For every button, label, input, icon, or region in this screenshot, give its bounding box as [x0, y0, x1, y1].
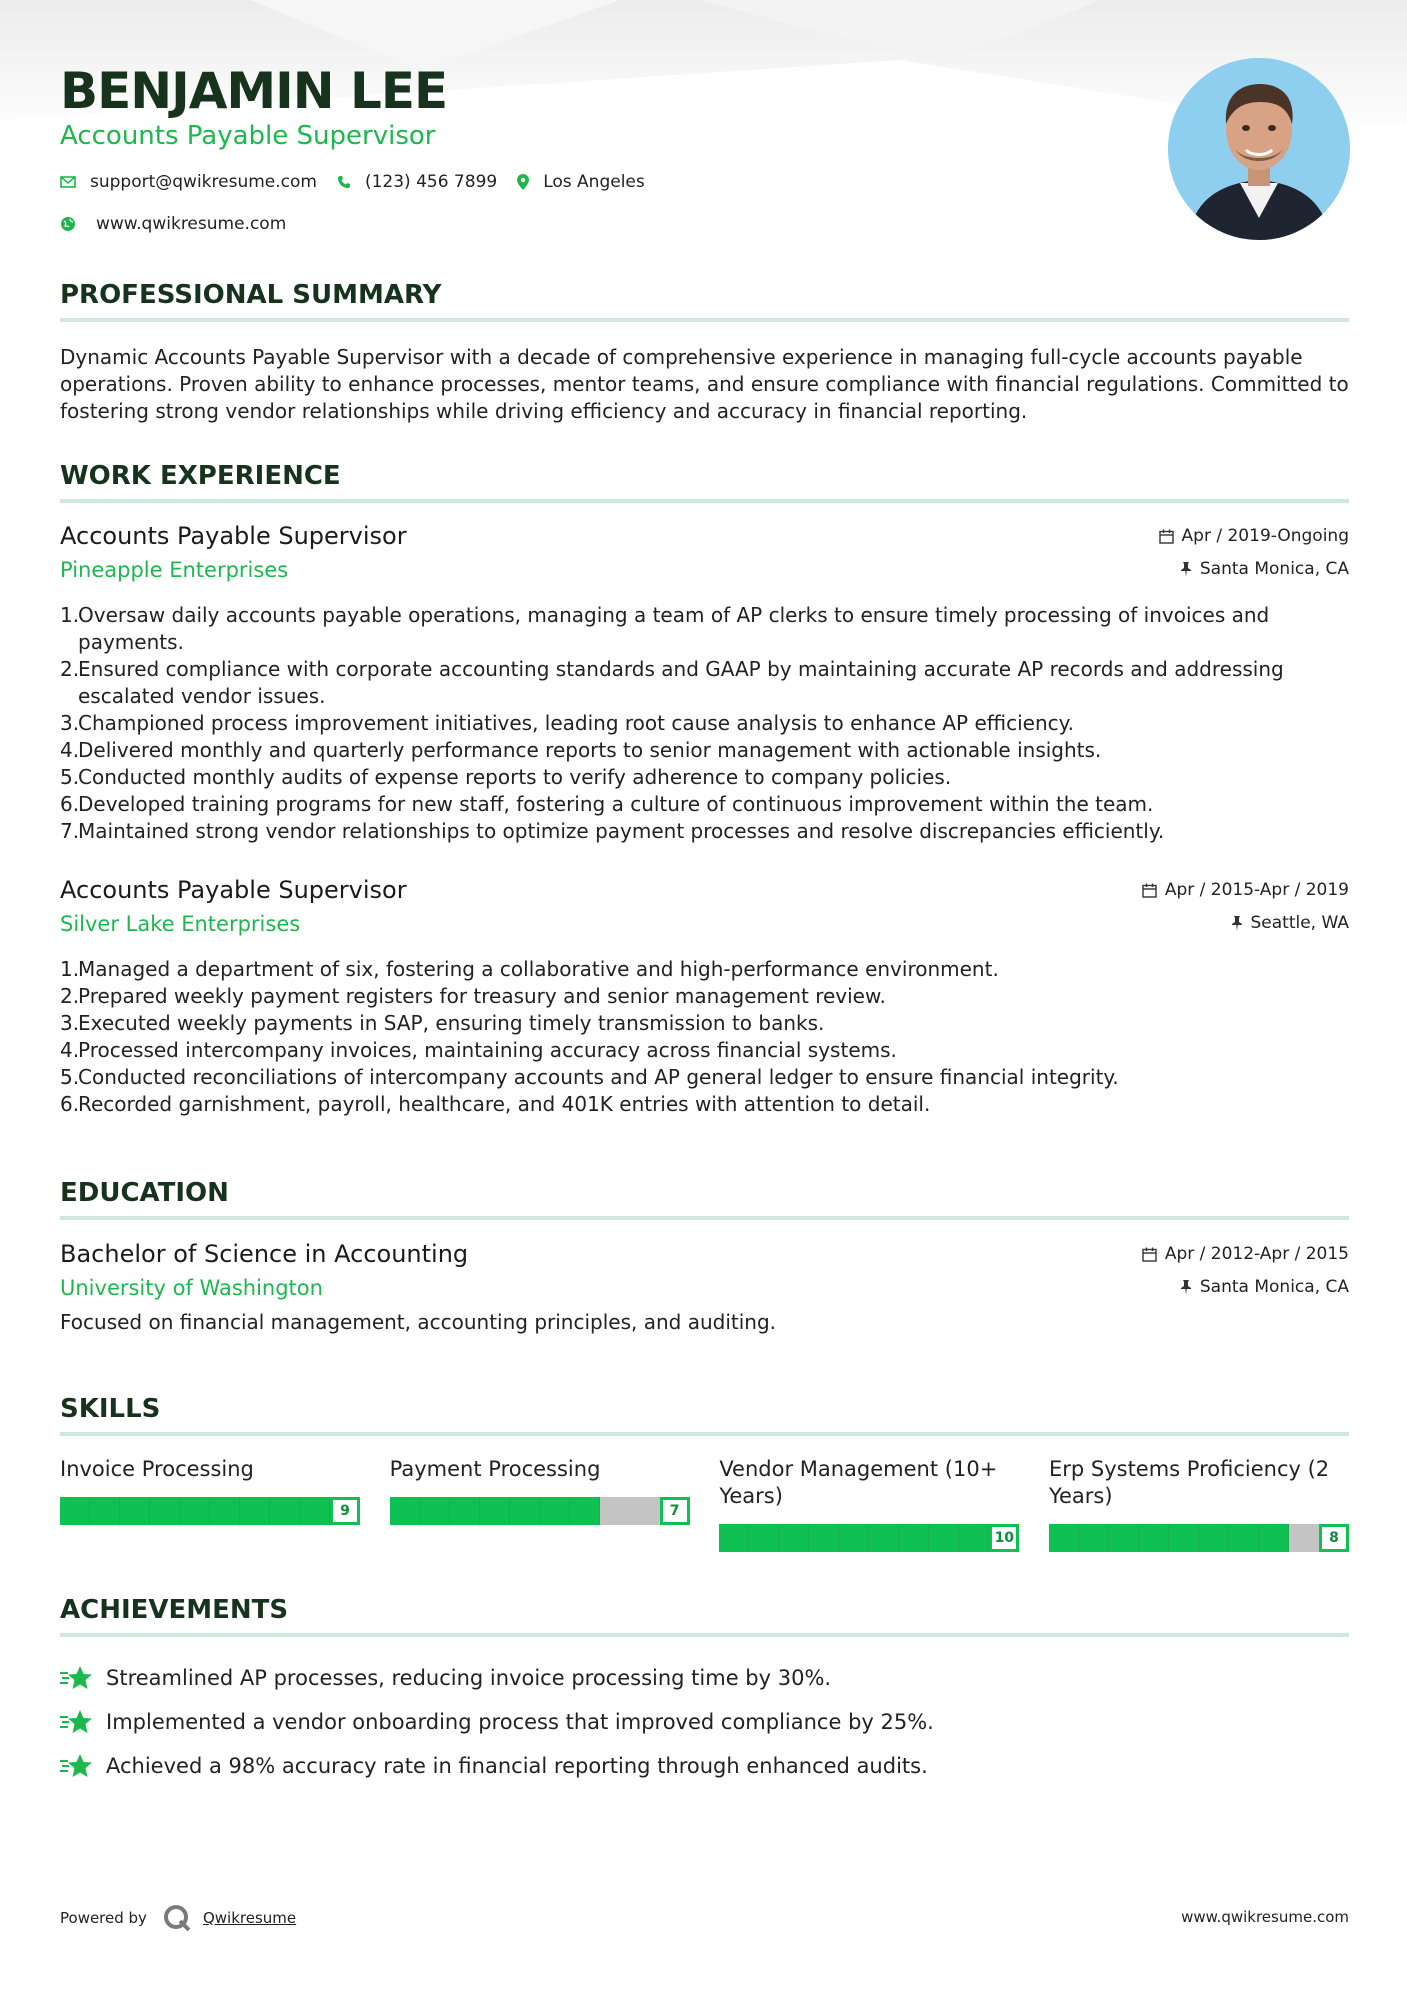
skill-level-badge: 7	[660, 1497, 690, 1525]
skill-bar-segment	[150, 1497, 180, 1525]
job-date	[1142, 880, 1349, 900]
list-item: 1. Oversaw daily accounts payable operations, managing a team of AP clerks to ensure timely processing of invoices and payments.	[60, 603, 1270, 654]
website-text: www.qwikresume.com	[96, 214, 287, 234]
education-date-text: Apr / 2012-Apr / 2015	[1164, 1244, 1349, 1264]
job-bullets	[60, 602, 1349, 845]
achievement-text: Streamlined AP processes, reducing invoice processing time by 30%.	[106, 1666, 832, 1690]
skill-bar-segment	[719, 1524, 749, 1552]
pushpin-icon	[1180, 562, 1192, 577]
skill-bar-fill	[60, 1497, 330, 1525]
skill-bar-segment	[540, 1497, 570, 1525]
skill-bar-segment	[510, 1497, 540, 1525]
powered-by	[60, 1904, 296, 1932]
skill-bar-segment	[300, 1497, 330, 1525]
list-item: 4. Processed intercompany invoices, maintaining accuracy across financial systems.	[60, 1038, 897, 1062]
skill-bar-segment	[210, 1497, 240, 1525]
phone-text: (123) 456 7899	[364, 172, 498, 192]
work-section-header	[60, 461, 1349, 503]
contact-location	[517, 172, 645, 192]
skill-level-badge: 10	[989, 1524, 1019, 1552]
job-bullets	[60, 956, 1349, 1118]
calendar-icon	[1142, 1247, 1157, 1262]
skill-bar-segment	[1079, 1524, 1109, 1552]
map-pin-icon	[517, 174, 529, 190]
skill-bar-segment	[779, 1524, 809, 1552]
footer-url[interactable]: www.qwikresume.com	[1181, 1908, 1349, 1926]
skill-bar-fill	[390, 1497, 600, 1525]
job-date-text: Apr / 2015-Apr / 2019	[1164, 880, 1349, 900]
candidate-title: Accounts Payable Supervisor	[60, 121, 436, 151]
education-heading: EDUCATION	[60, 1178, 229, 1208]
skill-bar-fill	[719, 1524, 1019, 1552]
list-item: 2. Ensured compliance with corporate accounting standards and GAAP by maintaining accurate AP records and addressing escalated vendor issues.	[60, 657, 1284, 708]
skill-bar-segment	[929, 1524, 959, 1552]
page-footer	[60, 1896, 1349, 1936]
skill-bar-segment	[120, 1497, 150, 1525]
list-item: 1. Managed a department of six, fostering a collaborative and high-performance environment.	[60, 957, 999, 981]
skill-bar-segment	[450, 1497, 480, 1525]
pushpin-icon	[1180, 1280, 1192, 1295]
star-icon	[60, 1709, 92, 1735]
calendar-icon	[1159, 529, 1174, 544]
job-entry	[60, 522, 1349, 845]
candidate-name: BENJAMIN LEE	[60, 62, 448, 120]
resume-page	[60, 0, 1349, 1927]
education-description: Focused on financial management, accounting principles, and auditing.	[60, 1310, 777, 1334]
skill-bar	[60, 1497, 360, 1525]
skill-item	[719, 1456, 1019, 1552]
list-item: 5. Conducted reconciliations of intercompany accounts and AP general ledger to ensure financial integrity.	[60, 1065, 1119, 1089]
contact-row	[60, 172, 665, 192]
education-section-header	[60, 1178, 1349, 1220]
degree: Bachelor of Science in Accounting	[60, 1240, 469, 1268]
list-item: 6. Developed training programs for new staff, fostering a culture of continuous improvement within the team.	[60, 792, 1154, 816]
skill-name: Vendor Management (10+ Years)	[719, 1457, 998, 1508]
achievement-text: Achieved a 98% accuracy rate in financial reporting through enhanced audits.	[106, 1754, 928, 1778]
email-text: support@qwikresume.com	[90, 172, 317, 192]
education-date	[1142, 1244, 1349, 1264]
skill-bar-segment	[180, 1497, 210, 1525]
education-header	[60, 1240, 1349, 1308]
qwikresume-logo-icon	[163, 1904, 191, 1932]
location-text: Los Angeles	[543, 172, 645, 192]
section-divider	[60, 1216, 1349, 1220]
achievements-list	[60, 1656, 1349, 1788]
skill-bar-segment	[60, 1497, 90, 1525]
pushpin-icon	[1231, 916, 1243, 931]
skill-bar-segment	[1199, 1524, 1229, 1552]
skill-item	[60, 1456, 360, 1552]
achievement-item	[60, 1744, 1349, 1788]
list-item: 6. Recorded garnishment, payroll, healthcare, and 401K entries with attention to detail.	[60, 1092, 931, 1116]
skill-bar-segment	[899, 1524, 929, 1552]
skill-bar-segment	[1049, 1524, 1079, 1552]
education-location	[1180, 1277, 1349, 1297]
skill-bar-segment	[959, 1524, 989, 1552]
job-header	[60, 522, 1349, 590]
skill-bar-segment	[270, 1497, 300, 1525]
job-company: Silver Lake Enterprises	[60, 912, 301, 936]
job-entry	[60, 876, 1349, 1118]
summary-section-header	[60, 280, 1349, 322]
skill-bar-segment	[420, 1497, 450, 1525]
envelope-icon	[60, 176, 76, 188]
skills-section-header	[60, 1394, 1349, 1436]
qwikresume-link[interactable]: Qwikresume	[202, 1909, 297, 1927]
achievements-heading: ACHIEVEMENTS	[60, 1595, 289, 1625]
skill-level-badge: 9	[330, 1497, 360, 1525]
skill-level-badge: 8	[1319, 1524, 1349, 1552]
globe-icon	[60, 216, 76, 232]
section-divider	[60, 499, 1349, 503]
skills-heading: SKILLS	[60, 1394, 161, 1424]
skill-name: Payment Processing	[389, 1457, 601, 1481]
school: University of Washington	[60, 1276, 323, 1300]
powered-by-label: Powered by	[60, 1909, 147, 1927]
job-location	[1180, 559, 1349, 579]
skill-bar	[390, 1497, 690, 1525]
star-icon	[60, 1753, 92, 1779]
job-date-text: Apr / 2019-Ongoing	[1181, 526, 1349, 546]
contact-website[interactable]	[60, 214, 286, 234]
list-item: 3. Executed weekly payments in SAP, ensuring timely transmission to banks.	[60, 1011, 825, 1035]
job-role: Accounts Payable Supervisor	[60, 876, 407, 904]
job-date	[1159, 526, 1349, 546]
skill-bar-segment	[1259, 1524, 1289, 1552]
skill-item	[1049, 1456, 1349, 1552]
job-location-text: Seattle, WA	[1250, 913, 1349, 933]
education-entry	[60, 1240, 1349, 1334]
skill-bar-fill	[1049, 1524, 1289, 1552]
job-company: Pineapple Enterprises	[60, 558, 289, 582]
skill-name: Invoice Processing	[60, 1457, 254, 1481]
skill-bar-segment	[1139, 1524, 1169, 1552]
achievement-item	[60, 1656, 1349, 1700]
summary-heading: PROFESSIONAL SUMMARY	[60, 280, 442, 310]
skill-bar-segment	[1169, 1524, 1199, 1552]
skill-bar-segment	[570, 1497, 600, 1525]
section-divider	[60, 318, 1349, 322]
calendar-icon	[1142, 883, 1157, 898]
profile-photo	[1168, 58, 1350, 240]
job-location-text: Santa Monica, CA	[1199, 559, 1349, 579]
skill-bar-segment	[240, 1497, 270, 1525]
list-item: 2. Prepared weekly payment registers for treasury and senior management review.	[60, 984, 886, 1008]
list-item: 4. Delivered monthly and quarterly performance reports to senior management with actionable insights.	[60, 738, 1102, 762]
achievement-item	[60, 1700, 1349, 1744]
summary-text: Dynamic Accounts Payable Supervisor with a decade of comprehensive experience in managing full-cycle accounts payable operations. Proven ability to enhance processes, mentor teams, and ensure compliance with financial regulations. Committed to fostering strong vendor relationships while driving efficiency and accuracy in financial reporting.	[60, 345, 1349, 423]
skill-bar-segment	[480, 1497, 510, 1525]
skill-bar-segment	[839, 1524, 869, 1552]
list-item: 7. Maintained strong vendor relationships to optimize payment processes and resolve discrepancies efficiently.	[60, 819, 1165, 843]
skills-list	[60, 1456, 1349, 1552]
skill-bar-segment	[1229, 1524, 1259, 1552]
contact-email[interactable]	[60, 172, 317, 192]
skill-bar	[719, 1524, 1019, 1552]
list-item: 3. Championed process improvement initiatives, leading root cause analysis to enhance AP efficiency.	[60, 711, 1074, 735]
contact-phone[interactable]	[337, 172, 497, 192]
skill-bar-segment	[749, 1524, 779, 1552]
achievement-text: Implemented a vendor onboarding process that improved compliance by 25%.	[106, 1710, 934, 1734]
job-location	[1231, 913, 1350, 933]
skill-bar	[1049, 1524, 1349, 1552]
skill-name: Erp Systems Proficiency (2 Years)	[1048, 1457, 1330, 1508]
skill-bar-segment	[90, 1497, 120, 1525]
list-item: 5. Conducted monthly audits of expense reports to verify adherence to company policies.	[60, 765, 952, 789]
section-divider	[60, 1432, 1349, 1436]
skill-bar-segment	[809, 1524, 839, 1552]
job-role: Accounts Payable Supervisor	[60, 522, 407, 550]
job-header	[60, 876, 1349, 944]
section-divider	[60, 1633, 1349, 1637]
skill-bar-segment	[869, 1524, 899, 1552]
star-icon	[60, 1665, 92, 1691]
skill-item	[390, 1456, 690, 1552]
skill-bar-segment	[1109, 1524, 1139, 1552]
skill-bar-segment	[390, 1497, 420, 1525]
education-location-text: Santa Monica, CA	[1199, 1277, 1349, 1297]
achievements-section-header	[60, 1595, 1349, 1637]
work-heading: WORK EXPERIENCE	[60, 461, 341, 491]
resume-header	[60, 0, 1349, 250]
phone-icon	[337, 175, 351, 189]
